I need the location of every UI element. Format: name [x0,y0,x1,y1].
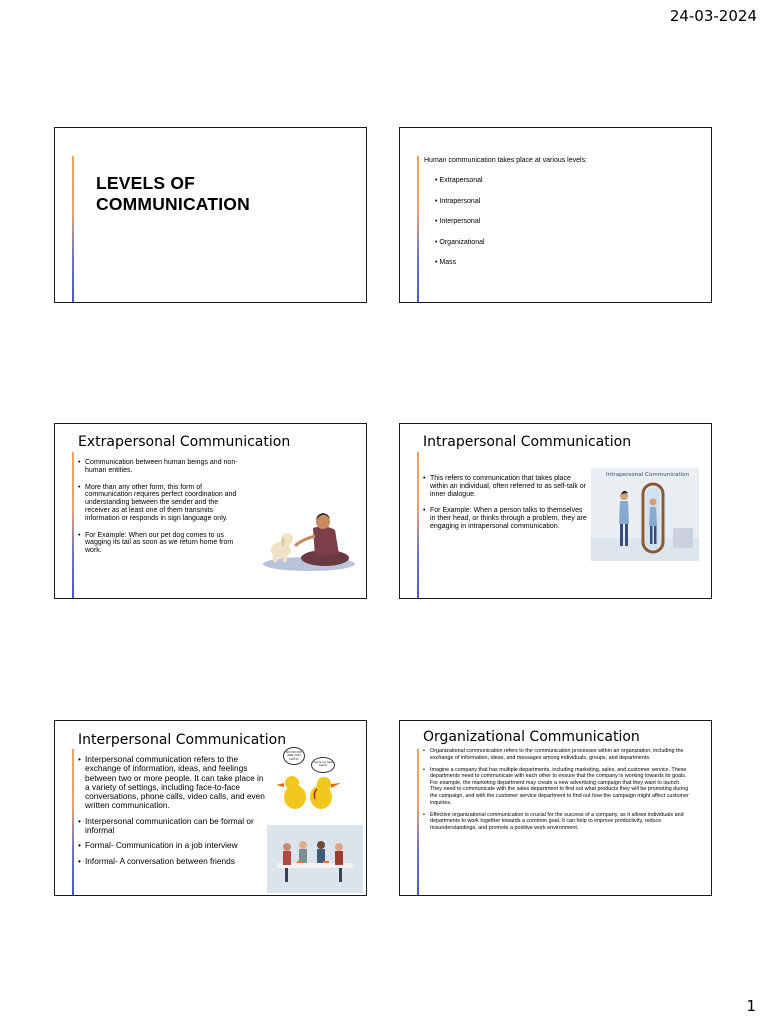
levels-intro: Human communication takes place at various levels: [424,157,588,164]
list-item: • Interpersonal communication can be formal or informal [78,817,266,836]
list-item: • Interpersonal [435,218,485,239]
slide-extrapersonal [54,423,367,599]
slide-accent-bar [72,749,74,895]
speech-bubble-left: NO NO NO! ARE YOU NUTS! [283,747,305,765]
slide-title: Extrapersonal Communication [78,434,291,450]
page-number: 1 [746,997,756,1015]
slide-intrapersonal [399,423,712,599]
levels-list [435,177,485,280]
bullet-list [423,748,689,837]
print-date: 24-03-2024 [669,7,757,25]
list-item: • Mass [435,259,485,280]
slide-levels-title [54,127,367,303]
bullet-list [78,459,243,564]
list-item: • For Example: When our pet dog comes to us wagging its tail as soon as we return home from work. [78,532,243,555]
slide-title: Interpersonal Communication [78,732,287,748]
slide-interpersonal [54,720,367,896]
slide-accent-bar [417,452,419,598]
slide-title: Intrapersonal Communication [423,434,632,450]
ducks-graphic [273,745,345,815]
list-item: • Interpersonal communication refers to the exchange of information, ideas, and feelings between two or more people. It can take place in a variety of settings, including face-to-face conversations, phone calls, video calls, and even written communication. [78,755,266,811]
slide-levels-list [399,127,712,303]
list-item: • Imagine a company that has multiple departments, including marketing, sales, and customer service. These departments need to communicate with each other to ensure that the company is working towards its goals. For example, the marketing department may create a new advertising campaign that they want to launch. They need to communicate with the sales department to find out what products they will be promoting during the campaign, and with the customer service department to find out how the campaign might affect customer inquiries. [423,767,689,807]
list-item: • For Example: When a person talks to themselves in their head, or thinks through a problem, they are engaging in intrapersonal communication. [423,507,588,530]
title-line: COMMUNICATION [96,194,250,214]
list-item: • Organizational communication refers to the communication processes within an organization, including the exchange of information, ideas, and messages among individuals, groups, and departments. [423,748,689,761]
slide-accent-bar [72,156,74,302]
arguing-ducks-cartoon [273,745,345,815]
mirror-self-talk-illustration [591,468,699,561]
slide-accent-bar [417,749,419,895]
slide-accent-bar [417,156,419,302]
bullet-list [423,475,588,540]
slide-organizational [399,720,712,896]
title-line: LEVELS OF [96,173,196,193]
woman-with-dog-illustration [259,506,355,572]
list-item: • Extrapersonal [435,177,485,198]
list-item: • Formal- Communication in a job interview [78,841,266,850]
slide-title: Organizational Communication [423,729,640,745]
meeting-table-illustration [267,825,363,893]
list-item: • Organizational [435,239,485,260]
list-item: • Effective organizational communication is crucial for the success of a company, as it allows individuals and departments to work together towards a common goal. It can help to improve productivity, reduce misunderstandings, and promote a positive work environment. [423,812,689,832]
mirror-scene-graphic [591,468,699,561]
list-item: • More than any other form, this form of communication requires perfect coordination and understanding between the sender and the receiver as at least one of them transmits information or responds in sign language only. [78,484,243,523]
speech-bubble-right: You're my best friend [311,757,335,773]
slide-title [96,173,326,215]
slide-accent-bar [72,452,74,598]
image-caption: Intrapersonal Communication [606,472,690,478]
list-item: • Communication between human beings and non-human entities. [78,459,243,475]
list-item: • Intrapersonal [435,198,485,219]
bullet-list [78,755,266,872]
list-item: • This refers to communication that takes place within an individual, often referred to as self-talk or inner dialogue. [423,475,588,498]
list-item: • Informal- A conversation between friends [78,857,266,866]
